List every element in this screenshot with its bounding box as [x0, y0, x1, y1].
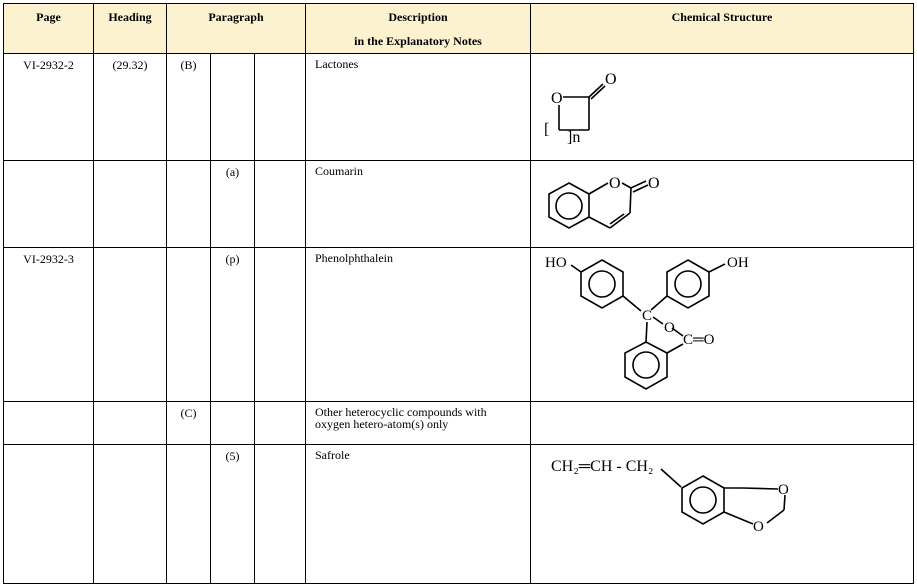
ring-oxygen-label: O	[551, 90, 563, 107]
description-cell: Other heterocyclic compounds with oxygen hetero-atom(s) only	[306, 402, 531, 445]
structure-cell	[531, 54, 914, 161]
bracket-left: [	[544, 121, 550, 138]
central-carbon-label: C	[642, 308, 653, 324]
structure-cell	[531, 248, 914, 402]
ring-oxygen-label: O	[609, 175, 621, 192]
paragraph-cell-3	[255, 248, 306, 402]
structure-cell	[531, 161, 914, 248]
table-row	[4, 445, 914, 584]
paragraph-cell-3	[255, 445, 306, 584]
paragraph-cell-3	[255, 54, 306, 161]
allyl-chain-label: CH₂═CH - CH₂	[551, 458, 654, 475]
carbonyl-label: C═O	[683, 332, 715, 348]
heading-cell	[94, 445, 167, 584]
paragraph-cell-3	[255, 402, 306, 445]
paragraph-cell-2	[211, 402, 255, 445]
hydroxyl-left-label: HO	[545, 255, 567, 271]
col-header-page: Page	[4, 4, 94, 54]
table-row	[4, 161, 914, 248]
page-cell	[4, 161, 94, 248]
coumarin-structure	[531, 161, 914, 247]
page-cell	[4, 445, 94, 584]
safrole-structure	[531, 445, 914, 583]
dioxole-oxygen-top-label: O	[778, 482, 789, 498]
heading-cell	[94, 161, 167, 248]
table-row	[4, 402, 914, 445]
ester-oxygen-label: O	[664, 320, 675, 336]
paragraph-cell-2	[211, 54, 255, 161]
paragraph-cell-1	[167, 445, 211, 584]
page-cell: VI-2932-3	[4, 248, 94, 402]
paragraph-cell-1	[167, 248, 211, 402]
dioxole-oxygen-bottom-label: O	[753, 519, 764, 535]
col-header-paragraph: Paragraph	[167, 4, 306, 54]
page-cell: VI-2932-2	[4, 54, 94, 161]
heading-cell	[94, 402, 167, 445]
col-header-description: Description in the Explanatory Notes	[306, 4, 531, 54]
structure-cell	[531, 445, 914, 584]
paragraph-cell-1	[167, 161, 211, 248]
paragraph-cell-1: (C)	[167, 402, 211, 445]
heading-cell: (29.32)	[94, 54, 167, 161]
paragraph-cell-2: (a)	[211, 161, 255, 248]
paragraph-cell-2: (p)	[211, 248, 255, 402]
carbonyl-oxygen-label: O	[605, 71, 617, 88]
table-row	[4, 54, 914, 161]
col-header-structure: Chemical Structure	[531, 4, 914, 54]
col-header-heading: Heading	[94, 4, 167, 54]
table-row	[4, 248, 914, 402]
description-cell: Coumarin	[306, 161, 531, 248]
description-cell: Lactones	[306, 54, 531, 161]
header-row	[4, 4, 914, 30]
description-cell: Safrole	[306, 445, 531, 584]
structure-cell	[531, 402, 914, 445]
carbonyl-oxygen-label: O	[648, 175, 660, 192]
hydroxyl-right-label: OH	[727, 255, 749, 271]
lactone-structure	[531, 54, 914, 160]
page-cell	[4, 402, 94, 445]
paragraph-cell-2: (5)	[211, 445, 255, 584]
description-cell: Phenolphthalein	[306, 248, 531, 402]
paragraph-cell-1: (B)	[167, 54, 211, 161]
phenolphthalein-structure	[531, 248, 914, 401]
heading-cell	[94, 248, 167, 402]
bracket-right-n: ]n	[567, 129, 581, 146]
notes-table	[3, 3, 914, 584]
paragraph-cell-3	[255, 161, 306, 248]
